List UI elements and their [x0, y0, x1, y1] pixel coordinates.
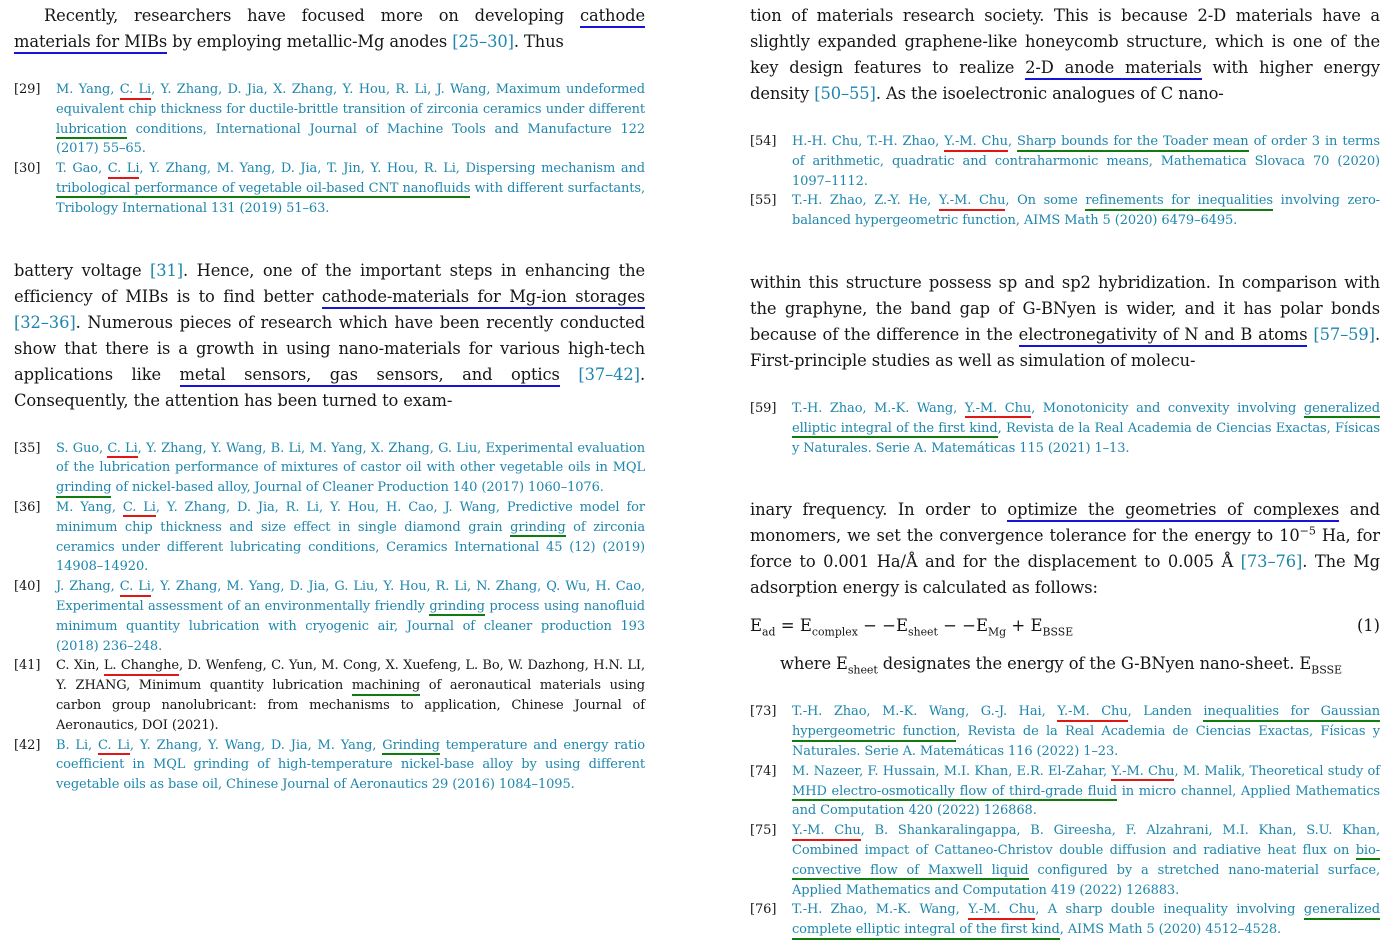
- reference-entry: [750, 191, 1380, 231]
- right-column: [750, 3, 1380, 940]
- text-segment: Sharp bounds for the Toader mean: [1017, 134, 1249, 152]
- text-segment: , Landen: [1127, 704, 1204, 720]
- text-segment: T.-H. Zhao, Z.-Y. He,: [792, 193, 939, 209]
- text-segment: inequalities for Gaussian hypergeometric function: [792, 704, 1380, 741]
- reference-label: [42]: [14, 737, 41, 753]
- text-segment: cathode materials for MIBs: [14, 6, 645, 54]
- text-segment: with higher energy density: [750, 58, 1380, 103]
- text-segment: battery voltage: [14, 260, 151, 280]
- text-segment: Mg: [988, 625, 1007, 639]
- text-segment: . Numerous pieces of research which have been recently conducted show that there is a growth in using nano-materials for various high-tech applications like: [14, 312, 645, 384]
- text-segment: involving zero-balanced hypergeometric function, AIMS Math 5 (2020) 6479–6495.: [792, 193, 1380, 229]
- text-segment: , Y. Zhang, D. Jia, R. Li, Y. Hou, H. Cao, J. Wang, Predictive model for minimum chip thickness and size effect in single diamond grain: [56, 499, 645, 535]
- citation-link[interactable]: [31]: [150, 260, 184, 280]
- reference-text: [56, 736, 645, 795]
- text-segment: complex: [811, 625, 858, 639]
- reference-label: [29]: [14, 82, 41, 97]
- text-segment: , Revista de la Real Academia de Ciencias Exactas, Físicas y Naturales. Serie A. Matemáticas 116 (2022) 1–23.: [792, 724, 1380, 759]
- text-segment: Y.-M. Chu: [944, 134, 1008, 152]
- text-segment: , Y. Zhang, M. Yang, D. Jia, T. Jin, Y. Hou, R. Li, Dispersing mechanism and: [139, 161, 646, 177]
- reference-entry: [750, 132, 1380, 191]
- reference-text: [56, 577, 645, 656]
- reference-label: [55]: [750, 193, 777, 209]
- text-segment: Y.-M. Chu: [939, 193, 1005, 211]
- reference-text: [792, 762, 1380, 821]
- body-paragraph: [750, 651, 1380, 677]
- text-segment: , On some: [1005, 193, 1086, 209]
- text-segment: = E: [775, 616, 812, 636]
- reference-text: [792, 900, 1380, 940]
- reference-text: [792, 191, 1380, 231]
- reference-entry: [750, 762, 1380, 821]
- reference-label: [35]: [14, 440, 41, 456]
- body-paragraph: [14, 258, 645, 414]
- text-segment: of zirconia ceramics under different lubricating conditions, Ceramics International 45 (12) (2019) 14908–14920.: [56, 519, 646, 575]
- equation-body: [750, 614, 1073, 638]
- equation: [750, 614, 1380, 638]
- text-segment: Recently, researchers have focused more on developing: [44, 6, 580, 25]
- body-paragraph: [14, 3, 645, 55]
- text-segment: Y.-M. Chu: [792, 823, 861, 841]
- text-segment: . Hence, one of the important steps in enhancing the efficiency of MIBs is to find better: [14, 260, 645, 306]
- text-segment: . The Mg adsorption energy is calculated as follows:: [750, 552, 1380, 598]
- text-segment: , AIMS Math 5 (2020) 4512–4528.: [1059, 922, 1282, 938]
- text-segment: Ha, for force to 0.001 Ha/Å and for the displacement to 0.005 Å: [750, 526, 1380, 572]
- text-segment: C. Li: [98, 738, 130, 756]
- reference-text: [56, 159, 645, 218]
- reference-entry: [14, 439, 645, 498]
- text-segment: of order 3 in terms of arithmetic, quadratic and contraharmonic means, Mathematica Slovaca 70 (2020) 1097–1112.: [792, 134, 1380, 189]
- text-segment: grinding: [56, 480, 111, 498]
- text-segment: Y.-M. Chu: [965, 401, 1031, 419]
- reference-label: [54]: [750, 134, 777, 149]
- text-segment: designates the energy of the G-BNyen nano-sheet. E: [877, 654, 1312, 674]
- text-segment: C. Xin,: [56, 658, 104, 674]
- text-segment: in micro channel, Applied Mathematics and Computation 420 (2022) 126868.: [792, 783, 1380, 819]
- text-segment: T.-H. Zhao, M.-K. Wang,: [792, 902, 969, 918]
- reference-entry: [750, 900, 1380, 940]
- reference-entry: [14, 80, 645, 159]
- reference-label: [76]: [750, 902, 777, 918]
- text-segment: C. Li: [107, 441, 137, 459]
- text-segment: , Monotonicity and convexity involving: [1031, 400, 1304, 416]
- text-segment: , M. Malik, Theoretical study of: [1174, 763, 1380, 779]
- text-segment: grinding: [510, 520, 565, 538]
- text-segment: [560, 365, 579, 384]
- reference-text: [56, 439, 645, 498]
- citation-link[interactable]: [32–36]: [14, 312, 76, 332]
- text-segment: M. Yang,: [56, 82, 120, 97]
- text-segment: H.-H. Chu, T.-H. Zhao,: [792, 134, 945, 149]
- reference-label: [73]: [750, 704, 777, 720]
- text-segment: S. Guo,: [56, 440, 108, 456]
- text-segment: temperature and energy ratio coefficient in MQL grinding of high-temperature nickel-base alloy by using different vegetable oils as base oil, Chinese Journal of Aeronautics 29 (2016) 1084–1095.: [56, 737, 645, 793]
- text-segment: tribological performance of vegetable oil-based CNT nanofluids: [56, 181, 470, 199]
- text-segment: C. Li: [108, 161, 140, 179]
- text-segment: sheet: [847, 663, 878, 677]
- text-segment: −5: [1299, 524, 1316, 538]
- text-segment: of nickel-based alloy, Journal of Cleaner Production 140 (2017) 1060–1076.: [111, 480, 604, 496]
- text-segment: C. Li: [123, 500, 156, 518]
- text-segment: machining: [352, 678, 420, 696]
- text-segment: T.-H. Zhao, M.-K. Wang, G.-J. Hai,: [792, 704, 1058, 720]
- text-segment: electronegativity of N and B atoms: [1019, 325, 1308, 347]
- text-segment: Y.-M. Chu: [1111, 764, 1174, 782]
- text-segment: , Y. Zhang, D. Jia, X. Zhang, Y. Hou, R. Li, J. Wang, Maximum undeformed equivalent chip thickness for ductile-brittle transition of zirconia ceramics under different: [56, 82, 645, 117]
- text-segment: Y.-M. Chu: [968, 902, 1035, 920]
- reference-label: [30]: [14, 161, 41, 177]
- text-segment: E: [750, 616, 763, 636]
- citation-link[interactable]: [57–59]: [1313, 324, 1375, 344]
- left-column: [14, 3, 645, 940]
- citation-link[interactable]: [25–30]: [452, 32, 514, 51]
- text-segment: ad: [762, 625, 776, 639]
- body-paragraph: [750, 497, 1380, 601]
- text-segment: . As the isoelectronic analogues of C nano-: [875, 84, 1224, 103]
- reference-label: [36]: [14, 499, 41, 515]
- citation-link[interactable]: [50–55]: [814, 84, 876, 103]
- reference-text: [792, 132, 1380, 191]
- text-segment: , D. Wenfeng, C. Yun, M. Cong, X. Xuefeng, L. Bo, W. Dazhong, H.N. LI, Y. ZHANG, Minimum quantity lubrication: [56, 658, 645, 694]
- reference-entry: [14, 159, 645, 218]
- text-segment: of aeronautical materials using carbon group nanolubricant: from mechanisms to application, Chinese Journal of Aeronautics, DOI (2021).: [56, 678, 645, 733]
- reference-text: [792, 821, 1380, 900]
- text-segment: B. Li,: [56, 737, 98, 753]
- equation-number: (1): [1356, 616, 1380, 636]
- text-segment: ,: [1007, 134, 1017, 149]
- body-paragraph: [750, 270, 1380, 374]
- text-segment: bio-convective flow of Maxwell liquid: [792, 843, 1380, 880]
- text-segment: + E: [1006, 616, 1043, 636]
- text-segment: lubrication: [56, 122, 127, 140]
- text-segment: Grinding: [382, 738, 440, 756]
- text-segment: − −E: [857, 616, 909, 636]
- text-segment: and monomers, we set the convergence tolerance for the energy to 10: [750, 500, 1381, 546]
- text-segment: by employing metallic-Mg anodes: [167, 32, 453, 51]
- text-segment: Y.-M. Chu: [1057, 704, 1127, 722]
- text-segment: where E: [780, 654, 848, 674]
- text-segment: within this structure possess sp and sp2 hybridization. In comparison with the graphyne, the band gap of G-BNyen is wider, and it has polar bonds because of the difference in the: [750, 272, 1380, 344]
- text-segment: tion of materials research society. This is because 2-D materials have a slightly expanded graphene-like honeycomb structure, which is one of the key design features to realize: [750, 6, 1380, 77]
- reference-entry: [750, 821, 1380, 900]
- text-segment: BSSE: [1311, 663, 1342, 677]
- reference-entry: [14, 498, 645, 577]
- text-segment: M. Nazeer, F. Hussain, M.I. Khan, E.R. El-Zahar,: [792, 763, 1112, 779]
- reference-entry: [14, 736, 645, 795]
- reference-entry: [14, 577, 645, 656]
- text-segment: J. Zhang,: [56, 579, 120, 595]
- text-segment: MHD electro-osmotically flow of third-grade fluid: [792, 784, 1117, 802]
- reference-text: [56, 80, 645, 159]
- text-segment: , Y. Zhang, Y. Wang, B. Li, M. Yang, X. Zhang, G. Liu, Experimental evaluation of the lubrication performance of mixtures of castor oil with other vegetable oils in MQL: [56, 440, 645, 476]
- text-segment: . Thus: [513, 32, 564, 51]
- reference-text: [792, 702, 1380, 761]
- reference-text: [792, 399, 1380, 458]
- text-segment: configured by a stretched nano-material surface, Applied Mathematics and Computation 419 (2022) 126883.: [792, 862, 1380, 898]
- citation-link[interactable]: [37–42]: [578, 364, 640, 384]
- reference-entry: [750, 399, 1380, 458]
- reference-label: [59]: [750, 400, 777, 416]
- text-segment: T. Gao,: [56, 161, 108, 177]
- reference-label: [75]: [750, 823, 777, 839]
- text-segment: metal sensors, gas sensors, and optics: [180, 365, 560, 387]
- text-segment: L. Changhe: [104, 658, 179, 676]
- reference-label: [41]: [14, 658, 41, 674]
- text-segment: C. Li: [120, 82, 151, 100]
- reference-entry: [750, 702, 1380, 761]
- reference-text: [56, 498, 645, 577]
- reference-entry: [14, 656, 645, 735]
- text-segment: with different surfactants, Tribology International 131 (2019) 51–63.: [56, 180, 645, 216]
- text-segment: process using nanofluid minimum quantity lubrication with cryogenic air, Journal of cleaner production 193 (2018) 236–248.: [56, 598, 645, 654]
- text-segment: cathode-materials for Mg-ion storages: [322, 287, 645, 309]
- text-segment: refinements for inequalities: [1085, 193, 1273, 211]
- reference-text: [56, 656, 645, 735]
- text-segment: generalized elliptic integral of the first kind: [792, 401, 1380, 438]
- text-segment: , B. Shankaralingappa, B. Gireesha, F. Alzahrani, M.I. Khan, S.U. Khan, Combined impact of Cattaneo-Christov double diffusion and radiative heat flux on: [792, 823, 1380, 858]
- text-segment: , Y. Zhang, M. Yang, D. Jia, G. Liu, Y. Hou, R. Li, N. Zhang, Q. Wu, H. Cao, Experimental assessment of an environmentally friendly: [56, 579, 645, 614]
- text-segment: generalized complete elliptic integral of the first kind: [792, 902, 1380, 939]
- reference-label: [40]: [14, 579, 41, 595]
- text-segment: sheet: [908, 625, 938, 639]
- text-segment: , A sharp double inequality involving: [1035, 902, 1304, 918]
- text-segment: . Consequently, the attention has been turned to exam-: [14, 364, 646, 410]
- text-segment: , Y. Zhang, Y. Wang, D. Jia, M. Yang,: [129, 737, 383, 753]
- citation-link[interactable]: [73–76]: [1240, 552, 1303, 572]
- text-segment: T.-H. Zhao, M.-K. Wang,: [792, 400, 965, 416]
- text-segment: BSSE: [1042, 625, 1074, 639]
- text-segment: conditions, International Journal of Machine Tools and Manufacture 122 (2017) 55–65.: [56, 121, 645, 157]
- text-segment: M. Yang,: [56, 499, 123, 515]
- text-segment: inary frequency. In order to: [750, 500, 1008, 520]
- text-segment: grinding: [429, 599, 484, 617]
- text-segment: C. Li: [120, 579, 151, 597]
- text-segment: optimize the geometries of complexes: [1007, 500, 1339, 522]
- body-paragraph: [750, 3, 1380, 107]
- text-segment: . First-principle studies as well as simulation of molecu-: [750, 324, 1381, 370]
- text-segment: , Revista de la Real Academia de Ciencias Exactas, Físicas y Naturales. Serie A. Matemáticas 115 (2021) 1–13.: [792, 420, 1380, 456]
- text-segment: − −E: [937, 616, 989, 636]
- text-segment: 2-D anode materials: [1025, 58, 1202, 80]
- reference-label: [74]: [750, 763, 777, 779]
